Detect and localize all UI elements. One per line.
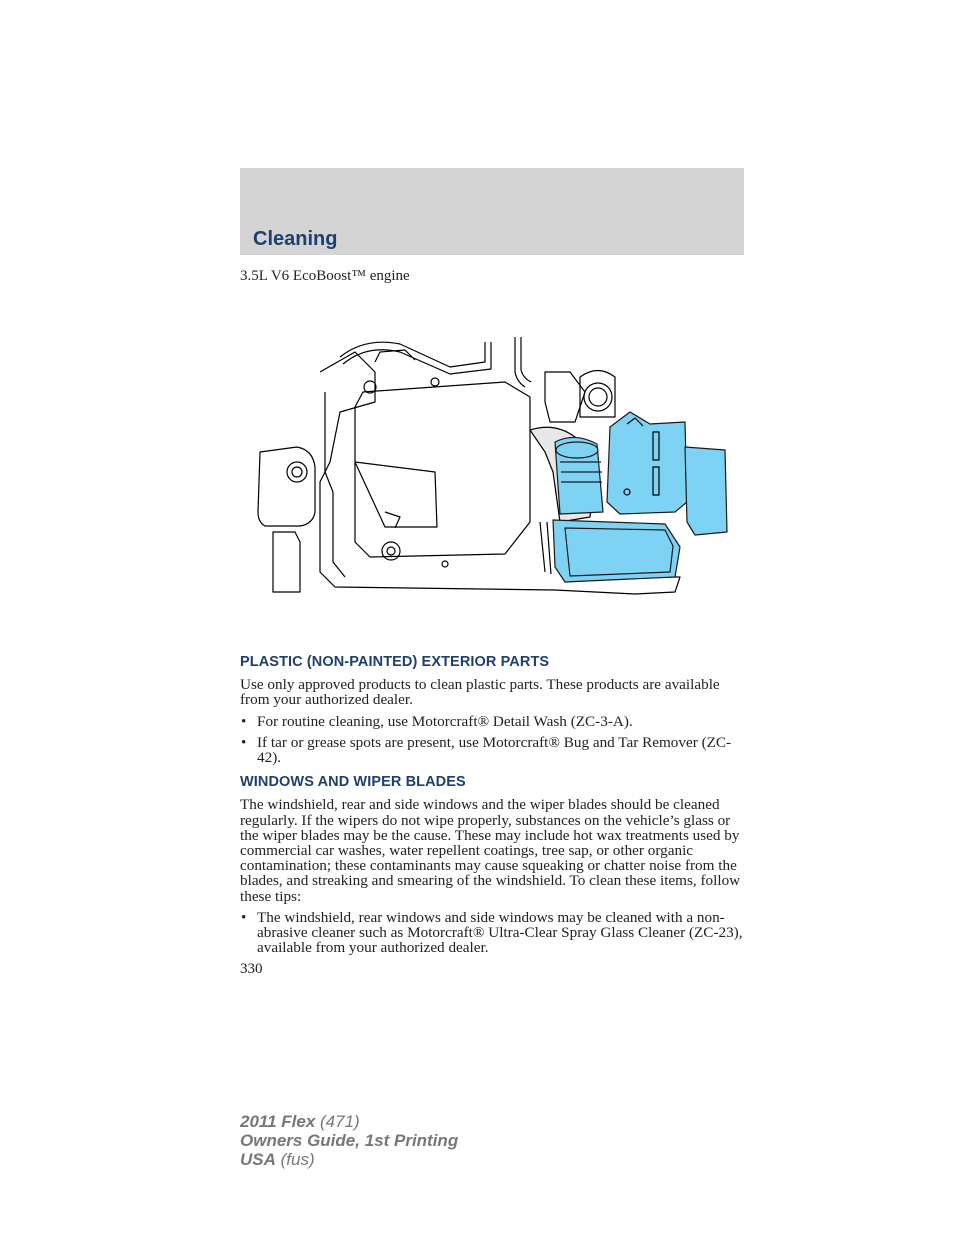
main-content xyxy=(240,655,744,961)
footer xyxy=(240,1112,458,1169)
list-item-text: If tar or grease spots are present, use Motorcraft® Bug and Tar Remover (ZC-42). xyxy=(257,733,732,767)
bullet-icon: • xyxy=(241,908,247,926)
list-item-text: The windshield, rear windows and side windows may be cleaned with a non-abrasive cleaner such as Motorcraft® Ultra-Clear Spray Glass Cleaner (ZC-23), available from your authorized dealer. xyxy=(257,908,743,957)
section-intro: Use only approved products to clean plastic parts. These products are available from your authorized dealer. xyxy=(240,676,720,709)
section-plastic-parts xyxy=(240,655,744,765)
footer-edition: Owners Guide, 1st Printing xyxy=(240,1131,459,1150)
page-number: 330 xyxy=(240,961,263,977)
footer-market-code: (fus) xyxy=(275,1150,315,1169)
footer-model: 2011 Flex xyxy=(240,1112,316,1131)
list-item xyxy=(240,910,744,956)
section-heading: PLASTIC (NON-PAINTED) EXTERIOR PARTS xyxy=(240,654,550,670)
header-band xyxy=(240,168,744,255)
footer-code: (471) xyxy=(315,1112,360,1131)
footer-line-1 xyxy=(240,1112,458,1131)
section-windows-wipers xyxy=(240,775,744,955)
list-item xyxy=(240,735,744,765)
engine-illustration xyxy=(255,332,740,602)
bullet-icon: • xyxy=(241,733,247,751)
bullet-list xyxy=(240,714,744,766)
bullet-icon: • xyxy=(241,712,247,730)
list-item xyxy=(240,714,744,729)
list-item-text: For routine cleaning, use Motorcraft® Detail Wash (ZC-3-A). xyxy=(257,712,633,730)
footer-line-3 xyxy=(240,1150,458,1169)
footer-market: USA xyxy=(240,1150,276,1169)
section-intro: The windshield, rear and side windows and the wiper blades should be cleaned regularly. If the wipers do not wipe properly, substances on the vehicle’s glass or the wiper blades may be the cause. These may include hot wax treatments used by commercial car washes, water repellent coatings, tree sap, or other organic contamination; these contaminants may cause squeaking or chatter noise from the blades, and streaking and smearing of the windshield. To clean these items, follow these tips: xyxy=(240,796,741,905)
figure-caption: 3.5L V6 EcoBoost™ engine xyxy=(240,268,410,284)
section-title: Cleaning xyxy=(253,228,338,250)
bullet-list xyxy=(240,910,744,956)
section-heading: WINDOWS AND WIPER BLADES xyxy=(240,774,466,791)
footer-line-2 xyxy=(240,1131,458,1150)
